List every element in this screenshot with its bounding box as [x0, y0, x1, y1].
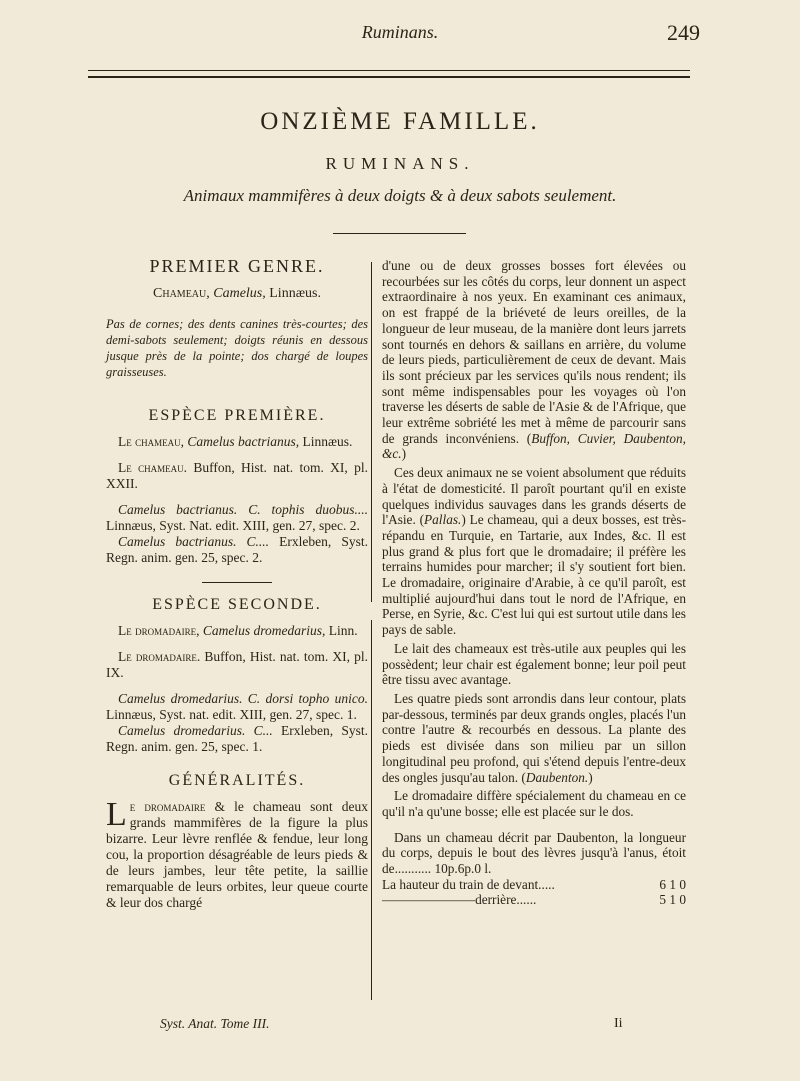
synonym-ref: Buffon, Hist. nat. tom. XI, pl. XXII. [106, 460, 369, 491]
synonym-ref: Buffon, Hist. nat. tom. XI, pl. IX. [106, 649, 368, 680]
synonym-name: Le dromadaire. [118, 649, 201, 664]
synonym-latin: Camelus bactrianus. C. tophis duobus.... [118, 502, 368, 517]
citation: Buffon, Cuvier, Daubenton, &c. [382, 430, 686, 462]
synonym-latin: Camelus bactrianus, [187, 434, 300, 449]
paragraph: Le dromadaire diffère spécialement du chameau en ce qu'il n'a qu'une bosse; elle est placée sur le dos. [382, 788, 686, 819]
synonym-entry [106, 534, 368, 566]
measurement-row [382, 877, 686, 893]
paragraph [382, 691, 686, 785]
synonym-entry [106, 623, 368, 639]
signature-mark: Ii [614, 1016, 623, 1031]
synonym-ref: Erxleben, Syst. Regn. anim. gen. 25, spec. 2. [106, 534, 368, 565]
measurement-value: 6 1 0 [659, 876, 686, 892]
paragraph-text: Ces deux animaux ne se voient absolument que réduits à l'état de domesticité. Il paroît pourtant qu'il en existe quelques individus sauvages dans les grands déserts de l'Asie. ( [382, 465, 686, 528]
synonym-ref: Linnæus, Syst. nat. edit. XIII, gen. 27, spec. 1. [106, 707, 357, 722]
genre-heading: PREMIER GENRE. [149, 256, 325, 276]
synonym-entry [106, 502, 368, 534]
running-title: Ruminans. [361, 22, 439, 42]
measurement-value: 5 1 0 [659, 892, 686, 908]
species-heading: ESPÈCE SECONDE. [152, 596, 322, 613]
section-rule [202, 582, 272, 583]
page-number: 249 [667, 20, 700, 45]
measurement-value: 10p.6p.0 l. [434, 861, 492, 877]
paragraph [382, 258, 686, 462]
synonym-latin: Camelus dromedarius. C. dorsi topho unico. [118, 691, 368, 706]
synonym-entry [106, 460, 368, 492]
header-rule [88, 70, 690, 78]
paragraph-text: & le chameau sont deux grands mammifères de la figure la plus bizarre. Leur lèvre renflée & fendue, leur long cou, la proportion désagréable de leurs pieds & de leurs jambes, leur tête petite, la saillie remarquable de leurs orbites, leur queue courte & leur dos chargé [106, 799, 368, 910]
family-subtitle: Animaux mammifères à deux doigts & à deux sabots seulement. [183, 186, 617, 205]
family-title: ONZIÈME FAMILLE. [260, 108, 540, 135]
left-column [106, 258, 368, 911]
column-rule [371, 620, 372, 1000]
genre-name-latin: Camelus, [213, 286, 266, 301]
generalites-paragraph [106, 796, 368, 911]
title-rule [333, 233, 466, 234]
measurement-label: ———————derrière...... [382, 892, 537, 908]
synonym-latin: Camelus bactrianus. C.... [118, 534, 270, 549]
family-name: RUMINANS. [325, 154, 475, 173]
paragraph-text: d'une ou de deux grosses bosses fort élevées ou recourbées sur les côtés du corps, leur donnent un aspect extraordinaire à nos yeux. En examinant ces animaux, on est frappé de la briéveté de leurs oreilles, de la longueur de leur museau, de la manière dont leurs jarrets sont tournés en dehors & saillans en arrière, du volume de leurs pieds, particulièrement de ceux de devant. Mais ils sont précieux par les services qu'ils nous rendent; ils sont même indispensables pour les voyages où l'on traverse les déserts de sable de l'Asie & de l'Afrique, que leur extrême sobriété les met à même de parcourir sans de grands inconvéniens. ( [382, 258, 686, 446]
genre-characters: Pas de cornes; des dents canines très-courtes; des demi-sabots seulement; doigts réunis en dessous jusque près de la pointe; dos chargé de loupes graisseuses. [106, 317, 368, 379]
paragraph-text: ) Le chameau, qui a deux bosses, est très-répandu en Turquie, en Tartarie, aux Indes, &c. Il est plus grand & plus fort que le dromadaire; il préfère les terrains humides pour marcher; il s'y soutient fort bien. Le dromadaire, originaire d'Arabie, à ce qu'il paroît, est multiplié aujourd'hui dans tout le nord de l'Afrique, en Perse, en Syrie, &c. C'est lui qui est surtout utile dans les pays de sable. [382, 512, 686, 638]
measurement-label: La hauteur du train de devant..... [382, 876, 555, 892]
column-rule [371, 262, 372, 602]
measurement-row [382, 892, 686, 908]
synonym-name: Le chameau, [118, 434, 184, 449]
synonym-name: Le dromadaire, [118, 623, 200, 638]
paragraph: Dans un chameau décrit par Daubenton, la longueur du corps, depuis le bout des lèvres jusqu'à l'anus, étoit de........... 10p.6p.0 l. [382, 829, 686, 877]
species-heading: ESPÈCE PREMIÈRE. [148, 407, 326, 424]
paragraph: Le lait des chameaux est très-utile aux peuples qui les possèdent; leur chair est également bonne; leur poil peut être tissu avec avantage. [382, 640, 686, 688]
genre-name [106, 286, 368, 302]
signature-line: Syst. Anat. Tome III. [160, 1016, 270, 1031]
paragraph-text: ) [588, 769, 593, 785]
genre-author: Linnæus. [269, 286, 321, 301]
right-column [382, 258, 686, 908]
synonym-latin: Camelus dromedarius, [202, 623, 326, 638]
paragraph-text: Dans un chameau décrit par Daubenton, la longueur du corps, depuis le bout des lèvres jusqu'à l'anus, étoit de [382, 829, 686, 877]
synonym-entry [106, 691, 368, 723]
synonym-ref: Linnæus, Syst. Nat. edit. XIII, gen. 27, spec. 2. [106, 518, 360, 533]
generalites-heading: GÉNÉRALITÉS. [168, 772, 306, 789]
synonym-entry [106, 434, 368, 450]
paragraph-text: Les quatre pieds sont arrondis dans leur contour, plats par-dessous, terminés par deux grands ongles, placés l'un contre l'autre & recourbés en dessous. La plante des pieds est divisée dans son milieu par un sillon longitudinal peu profond, qui s'étend depuis l'entre-deux des ongles jusqu'au talon. ( [382, 690, 686, 785]
synonym-ref: Erxleben, Syst. Regn. anim. gen. 25, spec. 1. [106, 723, 368, 754]
synonym-ref: Linn. [328, 623, 358, 638]
synonym-latin: Camelus dromedarius. C... [118, 723, 273, 738]
paragraph-text: ) [401, 446, 407, 462]
synonym-entry [106, 649, 368, 681]
citation: Pallas. [424, 512, 462, 528]
genre-name-french: Chameau, [153, 286, 210, 301]
drop-cap: L [106, 796, 127, 833]
lead-words: e dromadaire [129, 799, 206, 814]
synonym-entry [106, 723, 368, 755]
citation: Daubenton. [525, 769, 589, 785]
synonym-ref: Linnæus. [302, 434, 353, 449]
synonym-name: Le chameau. [118, 460, 187, 475]
paragraph [382, 465, 686, 638]
